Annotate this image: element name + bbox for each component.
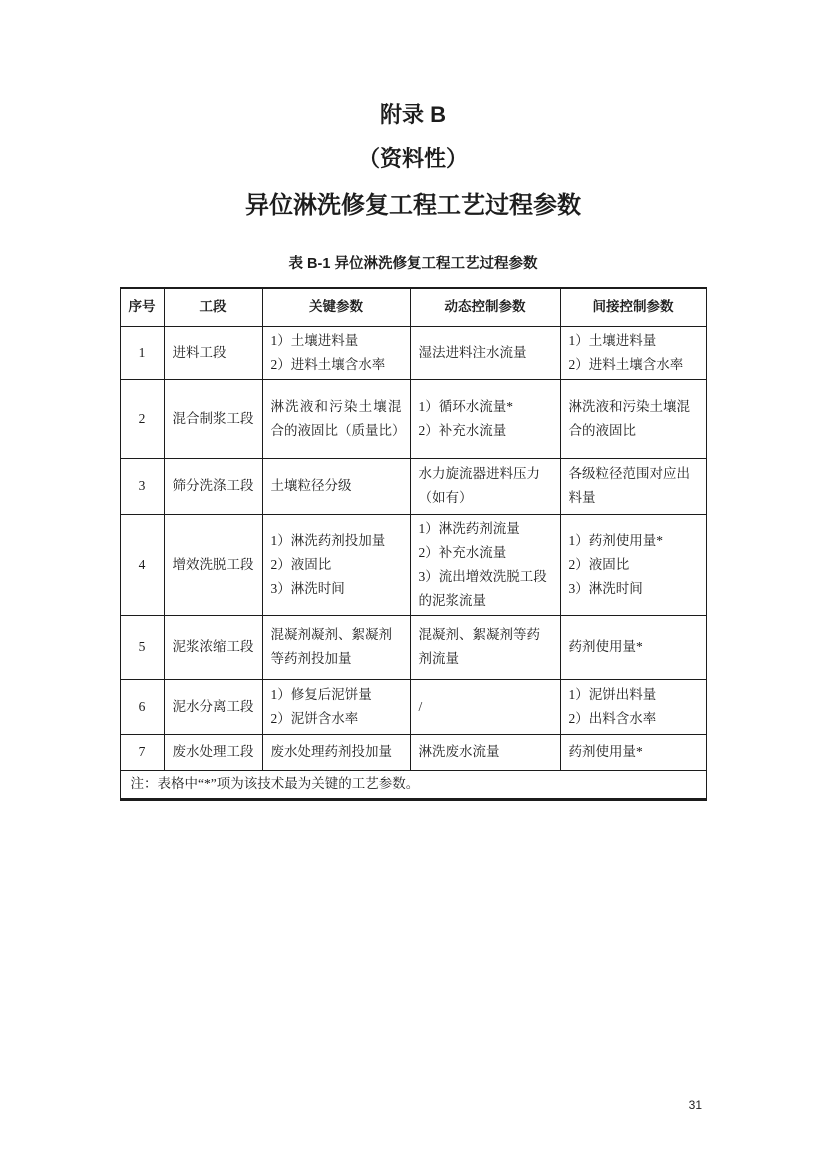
cell-indirect-params (560, 458, 706, 514)
table-caption: 表 B-1 异位淋洗修复工程工艺过程参数 (288, 256, 538, 272)
table-header-row (120, 288, 706, 326)
cell-stage: 泥浆浓缩工段 (164, 615, 262, 679)
param-line: 1）土壤进料量 (568, 332, 657, 348)
cell-indirect-params (560, 679, 706, 734)
param-line: 2）出料含水率 (568, 710, 657, 726)
param-line: 1）修复后泥饼量 (270, 686, 372, 702)
page-number: 31 (688, 1098, 702, 1112)
param-line: 1）药剂使用量* (568, 532, 663, 548)
cell-dynamic-params (410, 379, 560, 458)
param-line: 水力旋流器进料压力（如有） (418, 466, 540, 505)
cell-dynamic-params (410, 734, 560, 770)
appendix-title: 附录 B (379, 102, 446, 127)
table-row (120, 679, 706, 734)
table-row (120, 326, 706, 379)
param-line: 药剂使用量* (568, 639, 643, 654)
cell-no: 6 (120, 679, 164, 734)
param-line: 2）液固比 (568, 556, 630, 572)
table-row (120, 734, 706, 770)
cell-key-params (262, 458, 410, 514)
header-key-params: 关键参数 (262, 288, 410, 326)
param-line: 1）循环水流量* (418, 398, 513, 414)
cell-indirect-params (560, 326, 706, 379)
cell-no: 5 (120, 615, 164, 679)
process-parameters-table (120, 287, 707, 801)
cell-stage: 增效洗脱工段 (164, 514, 262, 615)
table-note-row (120, 770, 706, 799)
cell-stage: 废水处理工段 (164, 734, 262, 770)
param-line: 废水处理药剂投加量 (270, 744, 392, 759)
header-stage: 工段 (164, 288, 262, 326)
param-line: 淋洗废水流量 (418, 744, 500, 759)
page-title: 异位淋洗修复工程工艺过程参数 (245, 192, 581, 219)
param-line: 混凝剂、絮凝剂等药剂流量 (418, 627, 540, 666)
param-line: 淋洗液和污染土壤混合的液固比 (568, 398, 690, 438)
param-line: 土壤粒径分级 (270, 478, 352, 493)
table-row (120, 615, 706, 679)
cell-key-params (262, 615, 410, 679)
cell-dynamic-params (410, 458, 560, 514)
cell-key-params (262, 734, 410, 770)
cell-stage: 筛分洗涤工段 (164, 458, 262, 514)
param-line: 2）补充水流量 (418, 422, 507, 438)
cell-stage: 泥水分离工段 (164, 679, 262, 734)
table-note: 注：表格中“*”项为该技术最为关键的工艺参数。 (120, 770, 706, 799)
cell-indirect-params (560, 615, 706, 679)
cell-indirect-params (560, 514, 706, 615)
table-row (120, 458, 706, 514)
param-line: 1）淋洗药剂流量 (418, 520, 520, 536)
table-row (120, 514, 706, 615)
param-line: 2）进料土壤含水率 (270, 356, 386, 372)
param-line: 3）淋洗时间 (270, 580, 345, 596)
appendix-subtitle: （资料性） (357, 146, 468, 171)
param-line: 各级粒径范围对应出料量 (568, 466, 690, 505)
cell-stage: 进料工段 (164, 326, 262, 379)
param-line: 3）淋洗时间 (568, 580, 643, 596)
cell-key-params (262, 379, 410, 458)
cell-dynamic-params (410, 326, 560, 379)
cell-indirect-params (560, 734, 706, 770)
param-line: 1）土壤进料量 (270, 332, 359, 348)
header-dynamic-params: 动态控制参数 (410, 288, 560, 326)
cell-key-params (262, 514, 410, 615)
cell-no: 2 (120, 379, 164, 458)
param-line: 药剂使用量* (568, 744, 643, 759)
cell-no: 1 (120, 326, 164, 379)
cell-dynamic-params (410, 615, 560, 679)
cell-dynamic-params (410, 514, 560, 615)
cell-indirect-params (560, 379, 706, 458)
param-line: 淋洗液和污染土壤混合的液固比（质量比） (270, 398, 406, 438)
header-indirect-params: 间接控制参数 (560, 288, 706, 326)
param-line: 2）液固比 (270, 556, 332, 572)
cell-key-params (262, 679, 410, 734)
cell-key-params (262, 326, 410, 379)
param-line: 1）淋洗药剂投加量 (270, 532, 386, 548)
param-line: 2）进料土壤含水率 (568, 356, 684, 372)
param-line: 2）泥饼含水率 (270, 710, 359, 726)
cell-stage: 混合制浆工段 (164, 379, 262, 458)
param-line: 2）补充水流量 (418, 544, 507, 560)
param-line: 3）流出增效洗脱工段的泥浆流量 (418, 568, 547, 608)
param-line: 混凝剂凝剂、絮凝剂等药剂投加量 (270, 627, 392, 666)
table-row (120, 379, 706, 458)
param-line: 湿法进料注水流量 (418, 344, 527, 360)
param-line: 1）泥饼出料量 (568, 686, 657, 702)
cell-no: 7 (120, 734, 164, 770)
cell-no: 3 (120, 458, 164, 514)
header-no: 序号 (120, 288, 164, 326)
param-line: / (418, 698, 423, 714)
cell-no: 4 (120, 514, 164, 615)
cell-dynamic-params (410, 679, 560, 734)
